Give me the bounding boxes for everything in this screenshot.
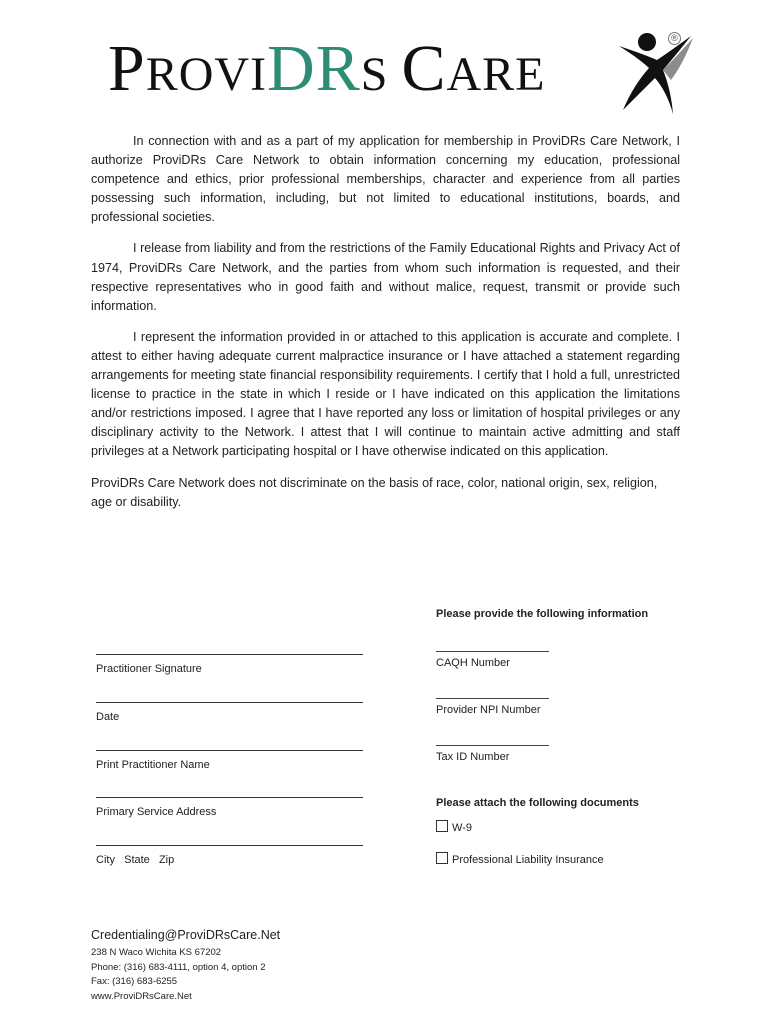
address-label: Primary Service Address: [96, 806, 217, 818]
paragraph-attestation: I represent the information provided in or attached to this application is accurate and complete. I attest to either having adequate current malpractice insurance or I have attached a statement regarding arrangements for meeting state financial responsibility requirements. I certify that I hold a full, unrestricted license to practice in the state in which I reside or I have indicated on this application the limitations and/or restrictions imposed. I agree that I have reported any loss or limitation of hospital privileges or any disciplinary activity to the Network. I attest that I will continue to maintain active admitting and staff privileges at a Network participating hospital or I have otherwise indicated on this application.: [91, 329, 680, 459]
city-state-zip-line: [96, 845, 363, 846]
tax-id-label: Tax ID Number: [436, 751, 510, 763]
person-figure-icon: [613, 24, 693, 120]
contact-block: [91, 928, 280, 1004]
authorization-text: [91, 132, 680, 524]
paragraph-release: I release from liability and from the restrictions of the Family Educational Rights and Privacy Act of 1974, ProviDRs Care Network, and the parties from whom such information is requested, and their respective representatives who in good faith and without malice, request, transmit or provide such information.: [91, 241, 680, 313]
caqh-line: [436, 651, 549, 652]
tax-id-line: [436, 745, 549, 746]
signature-line: [96, 654, 363, 655]
checkbox-w9-label: W-9: [452, 822, 472, 834]
date-line: [96, 702, 363, 703]
signature-label: Practitioner Signature: [96, 663, 202, 675]
city-state-zip-field[interactable]: [96, 845, 363, 866]
address-field[interactable]: [96, 797, 363, 818]
logo-wordmark: PROVIDRS CARE: [108, 32, 546, 105]
date-label: Date: [96, 711, 120, 723]
paragraph-authorization: In connection with and as a part of my application for membership in ProviDRs Care Network, I authorize ProviDRs Care Network to obtain information concerning my education, professional competence and ethics, prior professional memberships, character and experience from all parties possessing such information, including, but not limited to educational institutions, boards, and professional societies.: [91, 134, 680, 225]
company-logo: [108, 24, 688, 120]
caqh-label: CAQH Number: [436, 657, 510, 669]
print-name-field[interactable]: [96, 750, 363, 771]
checkbox-icon[interactable]: [436, 852, 448, 864]
print-name-line: [96, 750, 363, 751]
contact-website[interactable]: www.ProviDRsCare.Net: [91, 990, 192, 1002]
checkbox-w9[interactable]: [436, 820, 472, 834]
address-line: [96, 797, 363, 798]
checkbox-icon[interactable]: [436, 820, 448, 832]
tax-id-field[interactable]: [436, 745, 636, 763]
contact-fax: Fax: (316) 683-6255: [91, 976, 178, 987]
city-state-zip-label: City State Zip: [96, 854, 175, 866]
signature-field[interactable]: [96, 654, 363, 675]
paragraph-nondiscrimination: ProviDRs Care Network does not discriminate on the basis of race, color, national origin, sex, religion, age or disability.: [91, 475, 658, 509]
npi-line: [436, 698, 549, 699]
registered-mark: ®: [668, 32, 681, 45]
info-heading: Please provide the following information: [436, 608, 649, 620]
contact-email[interactable]: Credentialing@ProviDRsCare.Net: [91, 928, 281, 942]
caqh-field[interactable]: [436, 651, 636, 669]
print-name-label: Print Practitioner Name: [96, 759, 210, 771]
contact-phone: Phone: (316) 683-4111, option 4, option 2: [91, 961, 266, 973]
checkbox-liability[interactable]: [436, 852, 604, 866]
npi-label: Provider NPI Number: [436, 704, 541, 716]
attach-heading: Please attach the following documents: [436, 797, 639, 809]
npi-field[interactable]: [436, 698, 636, 716]
contact-address: 238 N Waco Wichita KS 67202: [91, 947, 222, 958]
date-field[interactable]: [96, 702, 363, 723]
checkbox-liability-label: Professional Liability Insurance: [452, 854, 604, 866]
